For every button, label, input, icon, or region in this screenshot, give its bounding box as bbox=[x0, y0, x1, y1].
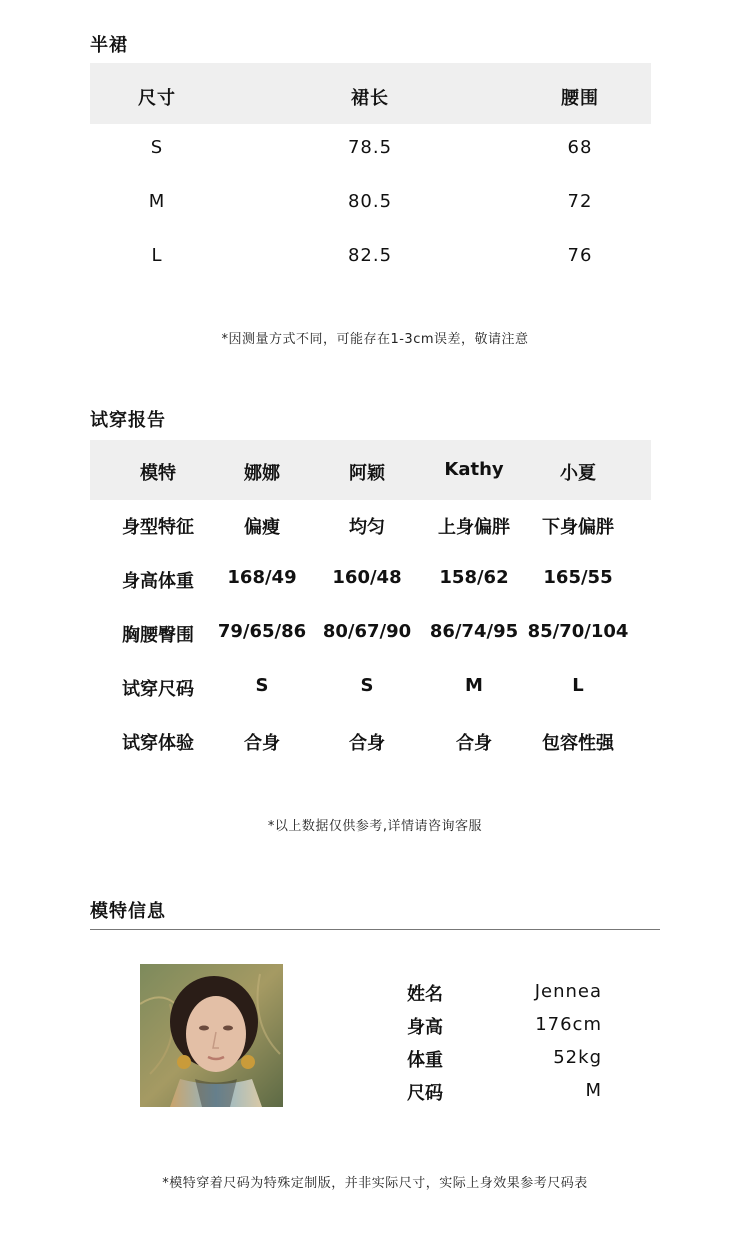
model-size-value: M bbox=[585, 1080, 602, 1101]
tryon-cell: 160/48 bbox=[332, 567, 402, 588]
tryon-row-label: 身高体重 bbox=[122, 571, 194, 592]
tryon-cell: 79/65/86 bbox=[217, 621, 307, 642]
tryon-cell: 86/74/95 bbox=[429, 621, 519, 642]
skirt-cell: 80.5 bbox=[347, 191, 393, 212]
tryon-cell: 85/70/104 bbox=[527, 621, 629, 642]
model-height-value: 176cm bbox=[535, 1014, 602, 1035]
tryon-row-label: 胸腰臀围 bbox=[122, 625, 194, 646]
skirt-cell: 82.5 bbox=[347, 245, 393, 266]
skirt-cell: 76 bbox=[567, 245, 593, 266]
model-section-divider bbox=[90, 929, 660, 930]
model-weight-label: 体重 bbox=[407, 1050, 443, 1071]
tryon-row-label: 试穿体验 bbox=[122, 733, 194, 754]
skirt-header-length: 裙长 bbox=[351, 88, 389, 109]
skirt-header-size: 尺寸 bbox=[138, 88, 176, 109]
tryon-header-xiaoxia: 小夏 bbox=[560, 463, 596, 484]
tryon-cell: 165/55 bbox=[543, 567, 613, 588]
tryon-header-model: 模特 bbox=[140, 463, 176, 484]
tryon-cell: 下身偏胖 bbox=[542, 517, 614, 538]
model-portrait-image bbox=[140, 964, 283, 1107]
tryon-cell: S bbox=[255, 675, 269, 696]
skirt-cell: S bbox=[150, 137, 164, 158]
skirt-section-title: 半裙 bbox=[90, 35, 128, 56]
skirt-cell: 68 bbox=[567, 137, 593, 158]
skirt-header-waist: 腰围 bbox=[561, 88, 599, 109]
tryon-cell: M bbox=[465, 675, 483, 696]
model-section-title: 模特信息 bbox=[90, 901, 166, 922]
tryon-header-aying: 阿颖 bbox=[349, 463, 385, 484]
tryon-cell: S bbox=[360, 675, 374, 696]
tryon-cell: 158/62 bbox=[439, 567, 509, 588]
skirt-cell: 72 bbox=[567, 191, 593, 212]
tryon-cell: 合身 bbox=[456, 733, 492, 754]
model-name-value: Jennea bbox=[534, 981, 602, 1002]
model-weight-value: 52kg bbox=[553, 1047, 602, 1068]
tryon-cell: 均匀 bbox=[349, 517, 385, 538]
tryon-reference-note: *以上数据仅供参考,详情请咨询客服 bbox=[267, 819, 483, 834]
skirt-cell: L bbox=[151, 245, 163, 266]
tryon-row-label: 试穿尺码 bbox=[122, 679, 194, 700]
skirt-cell: 78.5 bbox=[347, 137, 393, 158]
tryon-row-label: 身型特征 bbox=[122, 517, 194, 538]
tryon-header-kathy: Kathy bbox=[444, 459, 504, 480]
skirt-measurement-note: *因测量方式不同，可能存在1-3cm误差，敬请注意 bbox=[221, 332, 529, 347]
tryon-cell: 168/49 bbox=[227, 567, 297, 588]
tryon-cell: L bbox=[572, 675, 584, 696]
tryon-cell: 包容性强 bbox=[542, 733, 614, 754]
tryon-cell: 合身 bbox=[244, 733, 280, 754]
tryon-cell: 80/67/90 bbox=[322, 621, 412, 642]
tryon-cell: 偏瘦 bbox=[244, 517, 280, 538]
model-size-disclaimer: *模特穿着尺码为特殊定制版，并非实际尺寸，实际上身效果参考尺码表 bbox=[162, 1176, 588, 1191]
tryon-header-nana: 娜娜 bbox=[244, 463, 280, 484]
model-height-label: 身高 bbox=[407, 1017, 443, 1038]
model-size-label: 尺码 bbox=[407, 1083, 443, 1104]
skirt-cell: M bbox=[148, 191, 166, 212]
model-name-label: 姓名 bbox=[407, 984, 443, 1005]
tryon-section-title: 试穿报告 bbox=[90, 410, 166, 431]
tryon-cell: 合身 bbox=[349, 733, 385, 754]
tryon-cell: 上身偏胖 bbox=[438, 517, 510, 538]
